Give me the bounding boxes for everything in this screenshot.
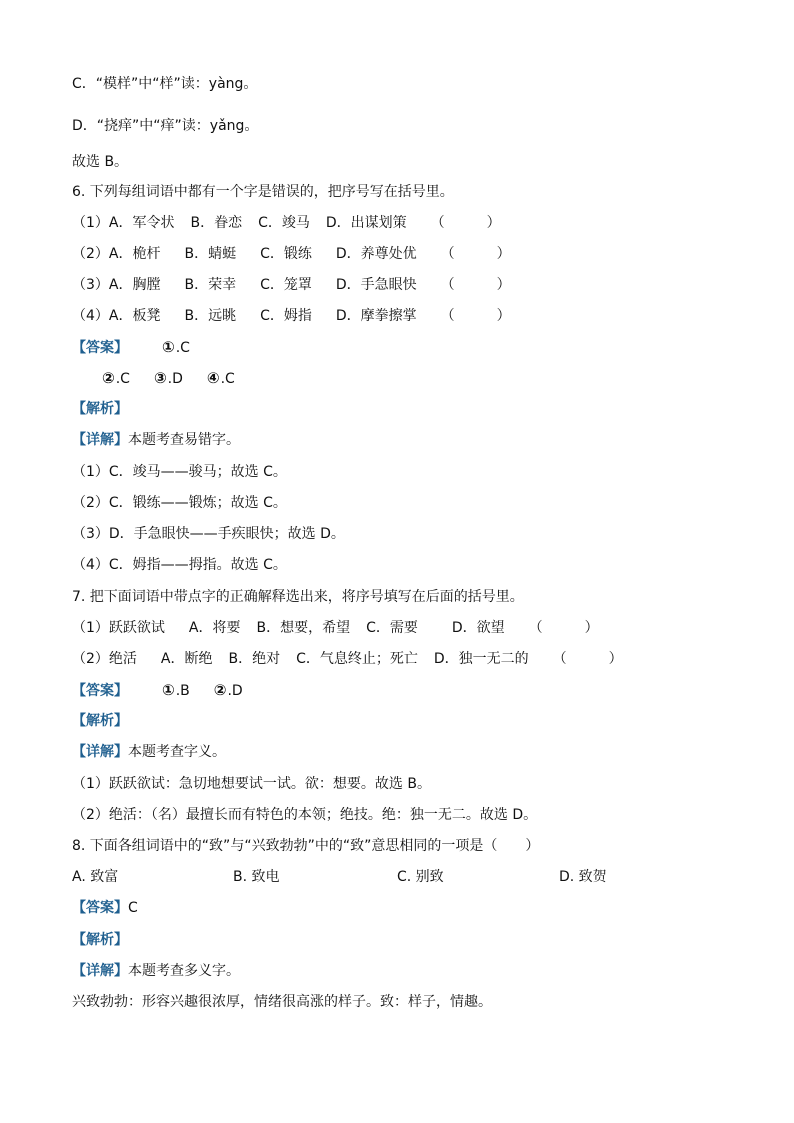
answer-value-2: .D: [227, 683, 243, 699]
q7-option-c: C．气息终止；死亡: [296, 651, 418, 667]
q6-item-num: （1）: [72, 215, 109, 231]
q7-item-1: [72, 618, 599, 638]
q6-explanation-2: （2）C．锻练——锻炼；故选 C。: [72, 495, 287, 511]
q7-option-b: B．绝对: [228, 651, 281, 667]
q6-item-4: [72, 306, 511, 326]
answer-label: 【答案】: [72, 340, 128, 356]
q6-option-b: B．蜻蜓: [184, 246, 237, 262]
q6-explanation-4: （4）C．姆指——拇指。故选 C。: [72, 557, 287, 573]
q8-option-a: A. 致富: [72, 869, 119, 885]
q6-item-num: （2）: [72, 246, 109, 262]
q6-question: 6. 下列每组词语中都有一个字是错误的，把序号写在括号里。: [72, 184, 454, 200]
answer-value-1: .B: [175, 683, 190, 699]
q7-item-2: [72, 649, 623, 669]
q6-option-d: D．手急眼快: [335, 277, 417, 293]
answer-mark-3: ③: [153, 369, 167, 387]
q6-item-num: （3）: [72, 277, 109, 293]
q6-detail: [72, 430, 240, 450]
q8-option-c: C. 别致: [397, 869, 444, 885]
q6-option-a: A．桅杆: [108, 246, 161, 262]
q7-option-b: B．想要，希望: [256, 620, 351, 636]
answer-mark-2: ②: [213, 681, 227, 699]
q6-option-b: B．远眺: [184, 308, 237, 324]
answer-mark-2: ②: [102, 369, 115, 387]
q7-option-d: D．欲望: [451, 620, 505, 636]
answer-mark-1: ①: [162, 338, 175, 356]
q6-option-a: A．胸膛: [108, 277, 161, 293]
q6-option-b: B．眷恋: [190, 215, 243, 231]
q7-answer-paren: （ ）: [552, 651, 623, 667]
q7-word: 跃跃欲试: [108, 620, 165, 636]
answer-value-2: .C: [115, 371, 130, 387]
q6-option-c: C．竣马: [258, 215, 310, 231]
q6-option-a: A．板凳: [108, 308, 161, 324]
answer-value-3: .D: [167, 371, 183, 387]
q6-item-3: [72, 275, 511, 295]
q6-option-b: B．荣幸: [184, 277, 237, 293]
q7-item-num: （1）: [72, 620, 109, 636]
q8-option-d: D. 致贺: [559, 869, 607, 885]
q6-explanation-1: （1）C．竣马——骏马；故选 C。: [72, 464, 287, 480]
q8-explanation: 兴致勃勃：形容兴趣很浓厚，情绪很高涨的样子。致：样子，情趣。: [72, 994, 492, 1010]
q7-explanation-2: （2）绝活：（名）最擅长而有特色的本领；绝技。绝：独一无二。故选 D。: [72, 807, 538, 823]
q6-answer-paren: （ ）: [430, 215, 501, 231]
q7-word: 绝活: [108, 651, 137, 667]
q7-item-num: （2）: [72, 651, 109, 667]
q7-option-a: A．将要: [188, 620, 241, 636]
q7-analysis-label: 【解析】: [72, 713, 128, 729]
q6-item-num: （4）: [72, 308, 109, 324]
q6-option-c: C．笼罩: [260, 277, 312, 293]
detail-text: 本题考查易错字。: [128, 432, 240, 448]
detail-text: 本题考查字义。: [128, 744, 226, 760]
answer-mark-1: ①: [162, 681, 175, 699]
q6-option-d: D．养尊处优: [335, 246, 417, 262]
q7-answer-row: [72, 680, 243, 701]
q6-item-1: [72, 213, 501, 233]
q6-answer-row-1: [72, 337, 190, 358]
q5-option-d-line: D．“挠痒”中“痒”读：yǎng。: [72, 118, 259, 134]
q5-option-c-line: C．“模样”中“样”读：yàng。: [72, 76, 258, 92]
detail-label: 【详解】: [72, 963, 128, 979]
detail-text: 本题考查多义字。: [128, 963, 240, 979]
answer-value: C: [128, 900, 138, 916]
q7-detail: [72, 742, 226, 762]
q7-explanation-1: （1）跃跃欲试：急切地想要试一试。欲：想要。故选 B。: [72, 776, 431, 792]
q5-conclusion: 故选 B。: [72, 154, 129, 170]
q6-answer-paren: （ ）: [440, 308, 511, 324]
q7-option-a: A．断绝: [160, 651, 213, 667]
answer-value-4: .C: [220, 371, 235, 387]
q6-explanation-3: （3）D．手急眼快——手疾眼快；故选 D。: [72, 526, 345, 542]
q6-option-d: D．出谋划策: [325, 215, 407, 231]
q6-option-a: A．军令状: [108, 215, 175, 231]
q6-option-c: C．锻练: [260, 246, 312, 262]
q7-question: 7. 把下面词语中带点字的正确解释选出来，将序号填写在后面的括号里。: [72, 589, 524, 605]
q7-answer-paren: （ ）: [528, 620, 599, 636]
q6-analysis-label: 【解析】: [72, 401, 128, 417]
q8-question: 8. 下面各组词语中的“致”与“兴致勃勃”中的“致”意思相同的一项是（ ）: [72, 838, 540, 854]
q7-option-c: C．需要: [366, 620, 418, 636]
q8-option-b: B. 致电: [233, 869, 280, 885]
answer-value-1: .C: [175, 340, 190, 356]
answer-label: 【答案】: [72, 683, 128, 699]
q6-option-d: D．摩拳擦掌: [335, 308, 417, 324]
q6-option-c: C．姆指: [260, 308, 312, 324]
q6-answer-paren: （ ）: [440, 246, 511, 262]
q6-item-2: [72, 244, 511, 264]
answer-mark-4: ④: [206, 369, 220, 387]
q8-analysis-label: 【解析】: [72, 932, 128, 948]
q6-answer-paren: （ ）: [440, 277, 511, 293]
answer-label: 【答案】: [72, 900, 128, 916]
detail-label: 【详解】: [72, 744, 128, 760]
q6-answer-row-2: [102, 368, 235, 389]
q7-option-d: D．独一无二的: [433, 651, 529, 667]
q8-detail: [72, 961, 240, 981]
detail-label: 【详解】: [72, 432, 128, 448]
q8-answer-row: [72, 898, 138, 918]
